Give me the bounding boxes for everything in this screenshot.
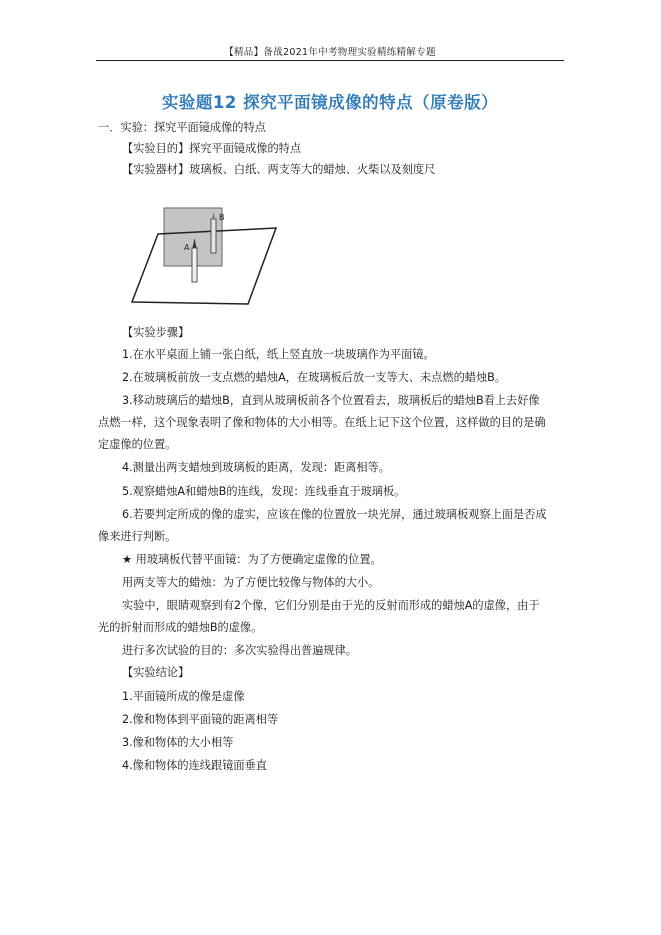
page-header: 【精品】备战2021年中考物理实验精练精解专题 (224, 47, 436, 58)
note-2: 用两支等大的蜡烛：为了方便比较像与物体的大小。 (122, 576, 380, 589)
candle-b-label: B (219, 213, 225, 222)
document-title: 实验题12 探究平面镜成像的特点（原卷版） (161, 93, 499, 112)
step-2: 2.在玻璃板前放一支点燃的蜡烛A，在玻璃板后放一支等大、未点燃的蜡烛B。 (122, 371, 507, 384)
conclusion-2: 2.像和物体到平面镜的距离相等 (122, 713, 279, 726)
conclusion-heading: 【实验结论】 (122, 666, 190, 679)
step-1: 1.在水平桌面上铺一张白纸，纸上竖直放一块玻璃作为平面镜。 (122, 348, 435, 361)
step-4: 4.测量出两支蜡烛到玻璃板的距离，发现：距离相等。 (122, 461, 390, 474)
step-5: 5.观察蜡烛A和蜡烛B的连线，发现：连线垂直于玻璃板。 (122, 485, 406, 498)
candle-a-label: A (184, 243, 190, 252)
steps-heading: 【实验步骤】 (122, 326, 190, 339)
note-3-line-1: 实验中，眼睛观察到有2个像，它们分别是由于光的反射而形成的蜡烛A的虚像，由于 (122, 599, 540, 612)
step-6-line-2: 像来进行判断。 (98, 530, 177, 543)
conclusion-3: 3.像和物体的大小相等 (122, 736, 234, 749)
note-3-line-2: 光的折射而形成的蜡烛B的虚像。 (98, 621, 263, 634)
section-heading: 一．实验：探究平面镜成像的特点 (98, 121, 266, 134)
conclusion-1: 1.平面镜所成的像是虚像 (122, 690, 245, 703)
experiment-equipment: 【实验器材】玻璃板、白纸、两支等大的蜡烛、火柴以及刻度尺 (122, 163, 436, 176)
experiment-purpose: 【实验目的】探究平面镜成像的特点 (122, 142, 302, 155)
note-4: 进行多次试验的目的：多次实验得出普遍规律。 (122, 644, 357, 657)
step-3-line-3: 定虚像的位置。 (98, 438, 177, 451)
note-1: ★ 用玻璃板代替平面镜：为了方便确定虚像的位置。 (122, 553, 382, 566)
header-rule (96, 60, 564, 61)
conclusion-4: 4.像和物体的连线跟镜面垂直 (122, 759, 267, 772)
candle-a-icon (192, 248, 197, 282)
step-6-line-1: 6.若要判定所成的像的虚实，应该在像的位置放一块光屏，通过玻璃板观察上面是否成 (122, 508, 547, 521)
candle-b-icon (211, 219, 216, 253)
step-3-line-1: 3.移动玻璃后的蜡烛B，直到从玻璃板前各个位置看去，玻璃板后的蜡烛B看上去好像 (122, 394, 540, 407)
experiment-figure (128, 204, 280, 306)
step-3-line-2: 点燃一样，这个现象表明了像和物体的大小相等。在纸上记下这个位置，这样做的目的是确 (98, 416, 546, 429)
